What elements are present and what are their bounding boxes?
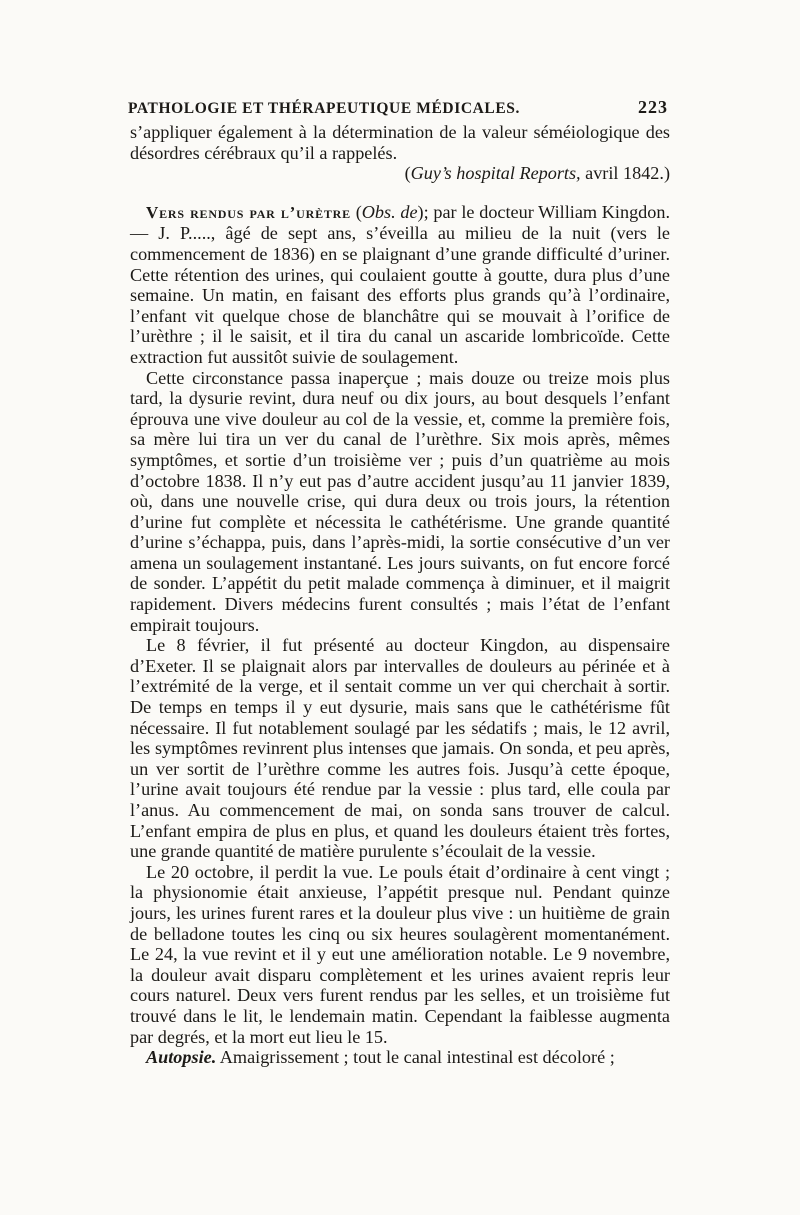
citation [130, 163, 670, 184]
body-text [130, 122, 670, 1068]
case-lead: ; par le docteur William Kingdon. — J. P....., âgé de sept ans, s’éveilla au milieu de la nuit (vers le commencement de 1836) en se plaignant d’une grande difficulté d’uriner. Cette rétention des urines, qui coulaient goutte à goutte, dura plus d’une semaine. Un matin, en faisant des efforts plus grands qu’à l’ordinaire, l’enfant vit quelque chose de blanchâtre qui se mouvait à l’orifice de l’urèthre ; il le saisit, et il tira du canal un ascaride lombricoïde. Cette extraction fut aussitôt suivie de soulagement. [130, 201, 670, 367]
running-title: PATHOLOGIE ET THÉRAPEUTIQUE MÉDICALES. [128, 100, 521, 117]
page-number: 223 [638, 97, 668, 117]
case-paragraph-4: Le 20 octobre, il perdit la vue. Le pouls était d’ordinaire à cent vingt ; la physionomie était anxieuse, l’appétit presque nul. Pendant quinze jours, les urines furent rares et la douleur plus vive : un huitième de grain de belladone toutes les cinq ou six heures soulagèrent momentanément. Le 24, la vue revint et il y eut une amélioration notable. Le 9 novembre, la douleur avait disparu complètement et les urines avaient repris leur cours naturel. Deux vers furent rendus par les selles, et un troisième fut trouvé dans le lit, le lendemain matin. Cependant la faiblesse augmenta par degrés, et la mort eut lieu le 15. [130, 861, 670, 1047]
section-gap [130, 184, 670, 202]
obs-note: Obs. de [361, 201, 418, 222]
case-paragraph-3: Le 8 février, il fut présenté au docteur Kingdon, au dispensaire d’Exeter. Il se plaignait alors par intervalles de douleurs au périnée et à l’extrémité de la verge, et il sentait comme un ver qui cherchait à sortir. De temps en temps il y eut dysurie, mais sans que le cathétérisme fût nécessaire. Il fut notablement soulagé par les sédatifs ; mais, le 12 avril, les symptômes revinrent plus intenses que jamais. On sonda, et peu après, un ver sortit de l’urèthre comme les autres fois. Jusqu’à cette époque, l’urine avait toujours été rendue par la vessie : plus tard, elle coula par l’anus. Au commencement de mai, on sonda sans trouver de calcul. L’enfant empira de plus en plus, et quand les douleurs étaient très fortes, une grande quantité de matière purulente s’écoulait de la vessie. [130, 635, 670, 862]
autopsy-paragraph [130, 1047, 670, 1068]
case-paragraph-1: Vers rendus par l’urètre (Obs. de); par le docteur William Kingdon. — J. P....., âgé de sept ans, s’éveilla au milieu de la nuit (vers le commencement de 1836) en se plaignant d’une grande difficulté d’uriner. Cette rétention des urines, qui coulaient goutte à goutte, dura plus d’une semaine. Un matin, en faisant des efforts plus grands qu’à l’ordinaire, l’enfant vit quelque chose de blanchâtre qui se mouvait à l’orifice de l’urèthre ; il le saisit, et il tira du canal un ascaride lombricoïde. Cette extraction fut aussitôt suivie de soulagement. [130, 201, 670, 367]
citation-date: avril 1842.) [580, 163, 670, 184]
citation-open: ( [404, 163, 411, 184]
case-paragraph-2: Cette circonstance passa inaperçue ; mais douze ou treize mois plus tard, la dysurie revint, dura neuf ou dix jours, au bout desquels l’enfant éprouva une vive douleur au col de la vessie, et, comme la première fois, sa mère lui tira un ver du canal de l’urèthre. Six mois après, mêmes symptômes, et sortie d’un troisième ver ; puis d’un quatrième au mois d’octobre 1838. Il n’y eut pas d’autre accident jusqu’au 11 janvier 1839, où, dans une nouvelle crise, qui dura deux ou trois jours, la rétention d’urine fut complète et nécessita le cathétérisme. Une grande quantité d’urine s’échappa, puis, dans l’après-midi, la sortie consécutive d’un ver amena un soulagement instantané. Les jours suivants, on fut encore forcé de sonder. L’appétit du petit malade commença à diminuer, et il maigrit rapidement. Divers médecins furent consultés ; mais l’état de l’enfant empirait toujours. [130, 367, 670, 635]
page-header [128, 97, 668, 118]
autopsy-label: Autopsie. [146, 1047, 217, 1068]
case-heading: Vers rendus par l’urètre [146, 202, 351, 222]
autopsy-text: Amaigrissement ; tout le canal intestinal est décoloré ; [216, 1047, 615, 1068]
intro-paragraph: s’appliquer également à la détermination de la valeur séméiologique des désordres cérébraux qu’il a rappelés. [130, 122, 670, 163]
citation-source: Guy’s hospital Reports, [410, 163, 581, 184]
